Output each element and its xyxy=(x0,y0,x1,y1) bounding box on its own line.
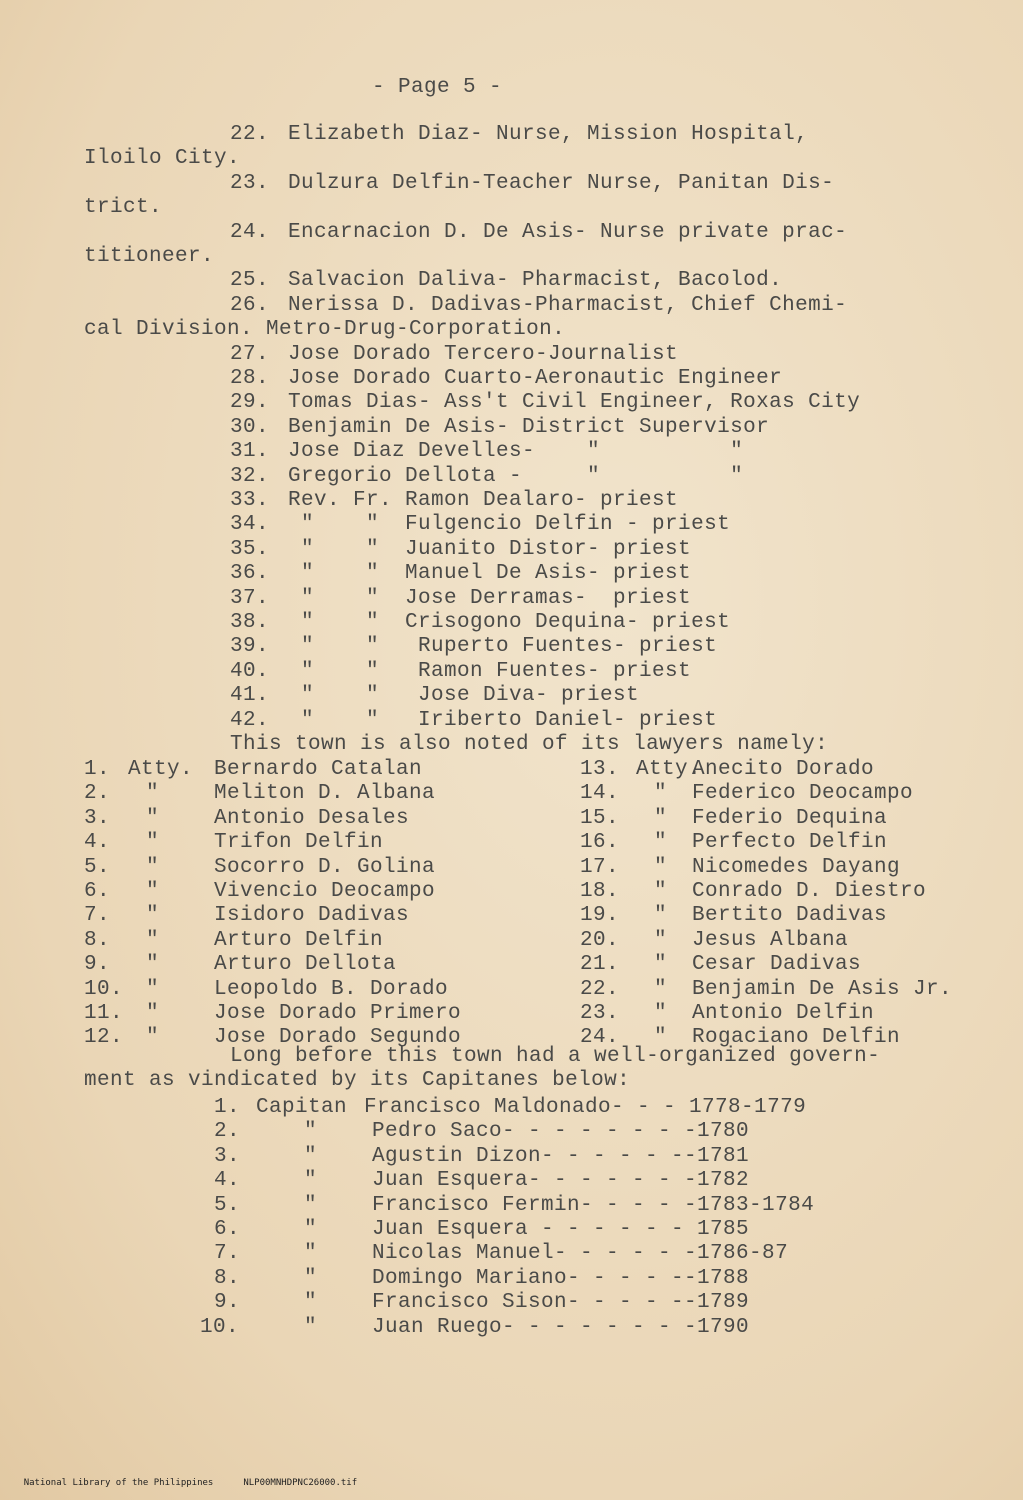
entry-text: " " Ramon Fuentes- priest xyxy=(288,659,692,683)
entry-continuation: cal Division. Metro-Drug-Corporation. xyxy=(84,318,566,342)
lawyer-name: Federio Dequina xyxy=(692,806,888,830)
lawyer-name: Trifon Delfin xyxy=(214,831,384,855)
entry-text: Dulzura Delfin-Teacher Nurse, Panitan Dis- xyxy=(288,171,835,195)
entry-number: 38. xyxy=(230,611,270,634)
lawyer-number: 16. xyxy=(580,831,620,855)
lawyer-title: " xyxy=(654,1026,668,1050)
capitan-title: " xyxy=(304,1120,318,1144)
capitan-entry: Juan Esquera- - - - - - -1782 xyxy=(372,1169,750,1193)
entry-number: 30. xyxy=(230,415,270,439)
lawyer-number: 3. xyxy=(84,806,111,830)
lawyer-title: " xyxy=(654,855,668,879)
entry-number: 28. xyxy=(230,367,270,390)
capitan-title: " xyxy=(304,1291,318,1315)
lawyer-name: Bernardo Catalan xyxy=(214,758,423,781)
entry-text: " " Fulgencio Delfin - priest xyxy=(288,513,731,537)
lawyer-name: Federico Deocampo xyxy=(692,782,914,806)
capitan-number: 9. xyxy=(214,1291,241,1315)
capitan-number: 1. xyxy=(214,1096,241,1119)
lawyer-title: Atty. xyxy=(636,758,702,781)
entry-text: Jose Dorado Cuarto-Aeronautic Engineer xyxy=(288,367,783,390)
lawyer-number: 6. xyxy=(84,880,111,903)
capitan-number: 3. xyxy=(214,1144,241,1168)
lawyer-name: Jose Dorado Segundo xyxy=(214,1026,462,1050)
lawyer-name: Socorro D. Golina xyxy=(214,855,436,879)
lawyer-number: 7. xyxy=(84,904,111,928)
capitan-title: Capitan xyxy=(256,1096,348,1119)
entry-number: 34. xyxy=(230,513,270,537)
lawyer-title: " xyxy=(146,904,160,928)
lawyer-number: 23. xyxy=(580,1002,620,1025)
entry-number: 22. xyxy=(230,123,270,146)
entry-text: Elizabeth Diaz- Nurse, Mission Hospital, xyxy=(288,123,809,146)
lawyer-title: " xyxy=(146,928,160,952)
capitan-entry: Agustin Dizon- - - - - --1781 xyxy=(372,1144,750,1168)
entry-number: 33. xyxy=(230,489,270,512)
lawyer-name: Cesar Dadivas xyxy=(692,953,862,977)
lawyer-title: " xyxy=(146,1002,160,1025)
lawyer-title: " xyxy=(654,1002,668,1025)
lawyer-number: 12. xyxy=(84,1026,124,1050)
lawyer-number: 5. xyxy=(84,855,111,879)
lawyer-title: " xyxy=(146,977,160,1001)
capitan-title: " xyxy=(304,1169,318,1193)
lawyer-title: " xyxy=(146,855,160,879)
entry-text: Tomas Dias- Ass't Civil Engineer, Roxas City xyxy=(288,391,861,415)
lawyer-title: " xyxy=(654,831,668,855)
entry-number: 32. xyxy=(230,464,270,488)
lawyer-title: " xyxy=(654,782,668,806)
capitan-entry: Nicolas Manuel- - - - - -1786-87 xyxy=(372,1242,789,1266)
entry-text: Encarnacion D. De Asis- Nurse private prac- xyxy=(288,220,848,244)
capitan-title: " xyxy=(304,1266,318,1290)
lawyer-name: Meliton D. Albana xyxy=(214,782,436,806)
lawyer-number: 2. xyxy=(84,782,111,806)
capitan-number: 2. xyxy=(214,1120,241,1144)
entry-text: Rev. Fr. Ramon Dealaro- priest xyxy=(288,489,679,512)
lawyer-title: " xyxy=(654,977,668,1001)
lawyer-number: 18. xyxy=(580,880,620,903)
lawyer-name: Bertito Dadivas xyxy=(692,904,888,928)
entry-text: " " Manuel De Asis- priest xyxy=(288,562,692,586)
lawyer-name: Arturo Dellota xyxy=(214,953,397,977)
footer-institution: National Library of the Philippines xyxy=(23,1478,214,1488)
footer-filename: NLP00MNHDPNC26000.tif xyxy=(243,1478,358,1488)
entry-text: " " Jose Derramas- priest xyxy=(288,586,692,610)
entry-text: " " Ruperto Fuentes- priest xyxy=(288,635,718,659)
capitan-number: 10. xyxy=(200,1315,240,1339)
entry-continuation: Iloilo City. xyxy=(84,147,241,171)
capitan-title: " xyxy=(304,1193,318,1217)
lawyer-number: 17. xyxy=(580,855,620,879)
archive-footer xyxy=(2,1468,387,1498)
lawyer-number: 24. xyxy=(580,1026,620,1050)
lawyer-title: " xyxy=(654,880,668,903)
capitan-number: 7. xyxy=(214,1242,241,1266)
lawyer-number: 4. xyxy=(84,831,111,855)
entry-text: Jose Diaz Develles- " " xyxy=(288,440,744,464)
capitan-entry: Pedro Saco- - - - - - - -1780 xyxy=(372,1120,750,1144)
lawyer-name: Benjamin De Asis Jr. xyxy=(692,977,953,1001)
entry-number: 35. xyxy=(230,537,270,561)
entry-number: 40. xyxy=(230,659,270,683)
lawyer-name: Jose Dorado Primero xyxy=(214,1002,462,1025)
lawyer-name: Isidoro Dadivas xyxy=(214,904,410,928)
lawyer-name: Nicomedes Dayang xyxy=(692,855,901,879)
capitan-number: 4. xyxy=(214,1169,241,1193)
lawyer-title: " xyxy=(654,806,668,830)
lawyer-number: 14. xyxy=(580,782,620,806)
capitan-entry: Francisco Sison- - - - --1789 xyxy=(372,1291,750,1315)
capitan-entry: Domingo Mariano- - - - --1788 xyxy=(372,1266,750,1290)
entry-text: " " Iriberto Daniel- priest xyxy=(288,708,718,732)
entry-number: 41. xyxy=(230,684,270,708)
capitan-title: " xyxy=(304,1144,318,1168)
lawyer-name: Leopoldo B. Dorado xyxy=(214,977,449,1001)
entry-number: 29. xyxy=(230,391,270,415)
capitan-title: " xyxy=(304,1315,318,1339)
lawyer-name: Rogaciano Delfin xyxy=(692,1026,901,1050)
lawyer-title: Atty. xyxy=(128,758,194,781)
capitan-title: " xyxy=(304,1218,318,1241)
entry-number: 27. xyxy=(230,342,270,366)
lawyer-number: 20. xyxy=(580,928,620,952)
entry-text: " " Crisogono Dequina- priest xyxy=(288,611,731,634)
entry-text: Nerissa D. Dadivas-Pharmacist, Chief Chemi- xyxy=(288,293,848,317)
capitan-number: 5. xyxy=(214,1193,241,1217)
entry-text: " " Jose Diva- priest xyxy=(288,684,640,708)
entry-text: Gregorio Dellota - " " xyxy=(288,464,744,488)
capitan-number: 6. xyxy=(214,1218,241,1241)
entry-number: 24. xyxy=(230,220,270,244)
capitan-entry: Juan Ruego- - - - - - - -1790 xyxy=(372,1315,750,1339)
lawyer-name: Jesus Albana xyxy=(692,928,849,952)
lawyer-name: Antonio Desales xyxy=(214,806,410,830)
lawyer-number: 1. xyxy=(84,758,111,781)
capitan-entry: Francisco Maldonado- - - 1778-1779 xyxy=(364,1096,807,1119)
lawyer-number: 11. xyxy=(84,1002,124,1025)
lawyer-title: " xyxy=(654,928,668,952)
lawyer-title: " xyxy=(146,953,160,977)
lawyer-number: 22. xyxy=(580,977,620,1001)
entry-text: Jose Dorado Tercero-Journalist xyxy=(288,342,679,366)
entry-number: 39. xyxy=(230,635,270,659)
lawyer-title: " xyxy=(146,831,160,855)
entry-number: 23. xyxy=(230,171,270,195)
government-intro-line-2: ment as vindicated by its Capitanes below: xyxy=(84,1069,631,1092)
entry-number: 25. xyxy=(230,269,270,293)
lawyer-number: 10. xyxy=(84,977,124,1001)
entry-continuation: trict. xyxy=(84,196,163,220)
capitan-title: " xyxy=(304,1242,318,1266)
entry-number: 42. xyxy=(230,708,270,732)
lawyer-title: " xyxy=(146,880,160,903)
lawyers-intro: This town is also noted of its lawyers namely: xyxy=(230,733,829,756)
lawyer-title: " xyxy=(146,806,160,830)
entry-number: 31. xyxy=(230,440,270,464)
lawyer-title: " xyxy=(654,953,668,977)
lawyer-number: 15. xyxy=(580,806,620,830)
lawyer-title: " xyxy=(654,904,668,928)
lawyer-number: 8. xyxy=(84,928,111,952)
capitan-entry: Juan Esquera - - - - - - 1785 xyxy=(372,1218,750,1241)
lawyer-name: Perfecto Delfin xyxy=(692,831,888,855)
entry-number: 36. xyxy=(230,562,270,586)
lawyer-number: 21. xyxy=(580,953,620,977)
lawyer-name: Antonio Delfin xyxy=(692,1002,875,1025)
lawyer-number: 9. xyxy=(84,953,111,977)
lawyer-number: 19. xyxy=(580,904,620,928)
lawyer-name: Arturo Delfin xyxy=(214,928,384,952)
entry-text: " " Juanito Distor- priest xyxy=(288,537,692,561)
capitan-entry: Francisco Fermin- - - - -1783-1784 xyxy=(372,1193,815,1217)
lawyer-title: " xyxy=(146,782,160,806)
entry-number: 37. xyxy=(230,586,270,610)
lawyer-name: Anecito Dorado xyxy=(692,758,875,781)
lawyer-name: Vivencio Deocampo xyxy=(214,880,436,903)
entry-text: Salvacion Daliva- Pharmacist, Bacolod. xyxy=(288,269,783,293)
entry-text: Benjamin De Asis- District Supervisor xyxy=(288,415,770,439)
page-header: - Page 5 - xyxy=(372,76,503,99)
entry-continuation: titioneer. xyxy=(84,245,215,268)
lawyer-number: 13. xyxy=(580,758,620,781)
lawyer-name: Conrado D. Diestro xyxy=(692,880,927,903)
lawyer-title: " xyxy=(146,1026,160,1050)
entry-number: 26. xyxy=(230,293,270,317)
government-intro-line-1: Long before this town had a well-organized govern- xyxy=(230,1045,881,1068)
capitan-number: 8. xyxy=(214,1266,241,1290)
